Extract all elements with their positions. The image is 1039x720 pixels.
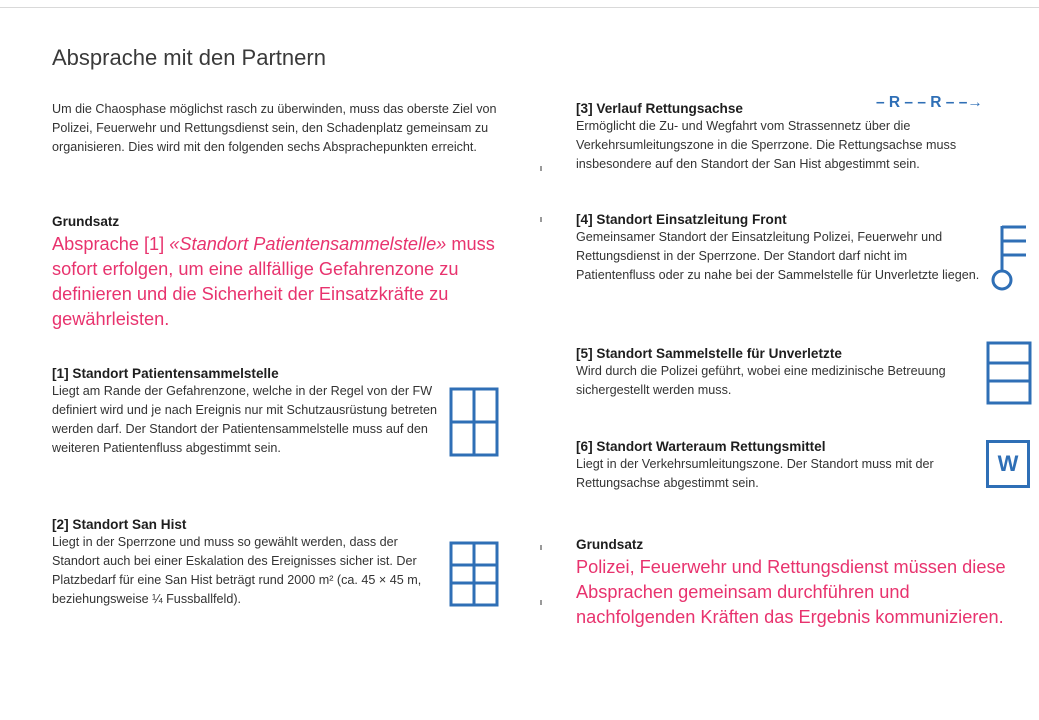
principle-1-heading: Grundsatz	[52, 214, 120, 229]
item-3-heading: [3] Verlauf Rettungsachse	[576, 101, 743, 116]
principle-2-heading: Grundsatz	[576, 537, 644, 552]
gutter-mark	[540, 600, 542, 605]
gutter-mark	[540, 217, 542, 222]
arrow-right-icon: →	[967, 94, 983, 111]
principle-1-block	[52, 214, 508, 332]
item-5-block	[576, 346, 988, 400]
item-1-heading: [1] Standort Patientensammelstelle	[52, 366, 279, 381]
uninjured-collection-point-icon	[986, 341, 1034, 407]
item-5-text: Wird durch die Polizei geführt, wobei eine medizinische Betreuung sichergestellt werden muss.	[576, 364, 946, 397]
rescue-axis-icon	[876, 94, 1028, 114]
item-1-text: Liegt am Rande der Gefahrenzone, welche in der Regel von der FW definiert wird und je nach Ereignis nur mit Schutzausrüstung betreten werden darf. Der Standort der Patientensammelstelle muss auf den weiteren Patientenfluss abgestimmt sein.	[52, 384, 438, 455]
item-3-text: Ermöglicht die Zu- und Wegfahrt vom Strassennetz über die Verkehrsumleitungszone in die Sperrzone. Die Rettungsachse muss insbesondere auf den Standort der San Hist abgestimmt sein.	[576, 119, 957, 171]
item-5-heading: [5] Standort Sammelstelle für Unverletzte	[576, 346, 842, 361]
principle-1-text-emphasis: «Standort Patientensammelstelle»	[169, 234, 447, 254]
principle-2-block	[576, 537, 1028, 630]
principle-1-text-post: muss sofort erfolgen, um eine allfällige Gefahrenzone zu definieren und die Sicherheit der Einsatzkräfte zu gewährleisten.	[52, 234, 495, 329]
item-6-heading: [6] Standort Warteraum Rettungsmittel	[576, 439, 826, 454]
item-6-text: Liegt in der Verkehrsumleitungszone. Der Standort muss mit der Rettungsachse abgestimmt sein.	[576, 457, 934, 490]
page-title: Absprache mit den Partnern	[52, 45, 326, 70]
san-hist-icon	[449, 541, 501, 609]
waiting-area-icon	[986, 440, 1030, 488]
item-2-text: Liegt in der Sperrzone und muss so gewählt werden, dass der Standort auch bei einer Eskalation des Ereignisses sicher ist. Der Platzbedarf für eine San Hist beträgt rund 2000 m² (ca. 45 × 45 m, beziehungsweise ¼ Fussballfeld).	[52, 535, 422, 606]
command-post-icon	[990, 222, 1030, 292]
gutter-mark	[540, 166, 542, 171]
top-divider	[0, 7, 1039, 8]
item-4-heading: [4] Standort Einsatzleitung Front	[576, 212, 787, 227]
item-2-heading: [2] Standort San Hist	[52, 517, 187, 532]
gutter-mark	[540, 545, 542, 550]
principle-1-text	[52, 232, 508, 332]
rescue-axis-label: – R – – R – –	[876, 94, 968, 111]
waiting-area-letter: W	[997, 451, 1019, 476]
item-4-block	[576, 212, 988, 285]
item-6-block	[576, 439, 988, 493]
principle-2-text: Polizei, Feuerwehr und Rettungsdienst müssen diese Absprachen gemeinsam durchführen und nachfolgenden Kräften das Ergebnis kommunizieren.	[576, 557, 1006, 627]
intro-paragraph: Um die Chaosphase möglichst rasch zu überwinden, muss das oberste Ziel von Polizei, Feuerwehr und Rettungsdienst sein, den Schadenplatz gemeinsam zu organisieren. Dies wird mit den folgenden sechs Absprachepunkten erreicht.	[52, 102, 497, 154]
patient-collection-point-icon	[449, 387, 503, 459]
item-1-block	[52, 366, 444, 458]
intro-block	[52, 100, 508, 157]
principle-1-text-pre: Absprache [1]	[52, 234, 170, 254]
item-2-block	[52, 517, 444, 609]
item-4-text: Gemeinsamer Standort der Einsatzleitung Polizei, Feuerwehr und Rettungsdienst in der Sperrzone. Der Standort darf nicht im Patientenfluss oder zu nahe bei der Sammelstelle für Unverletzte liegen.	[576, 230, 980, 282]
